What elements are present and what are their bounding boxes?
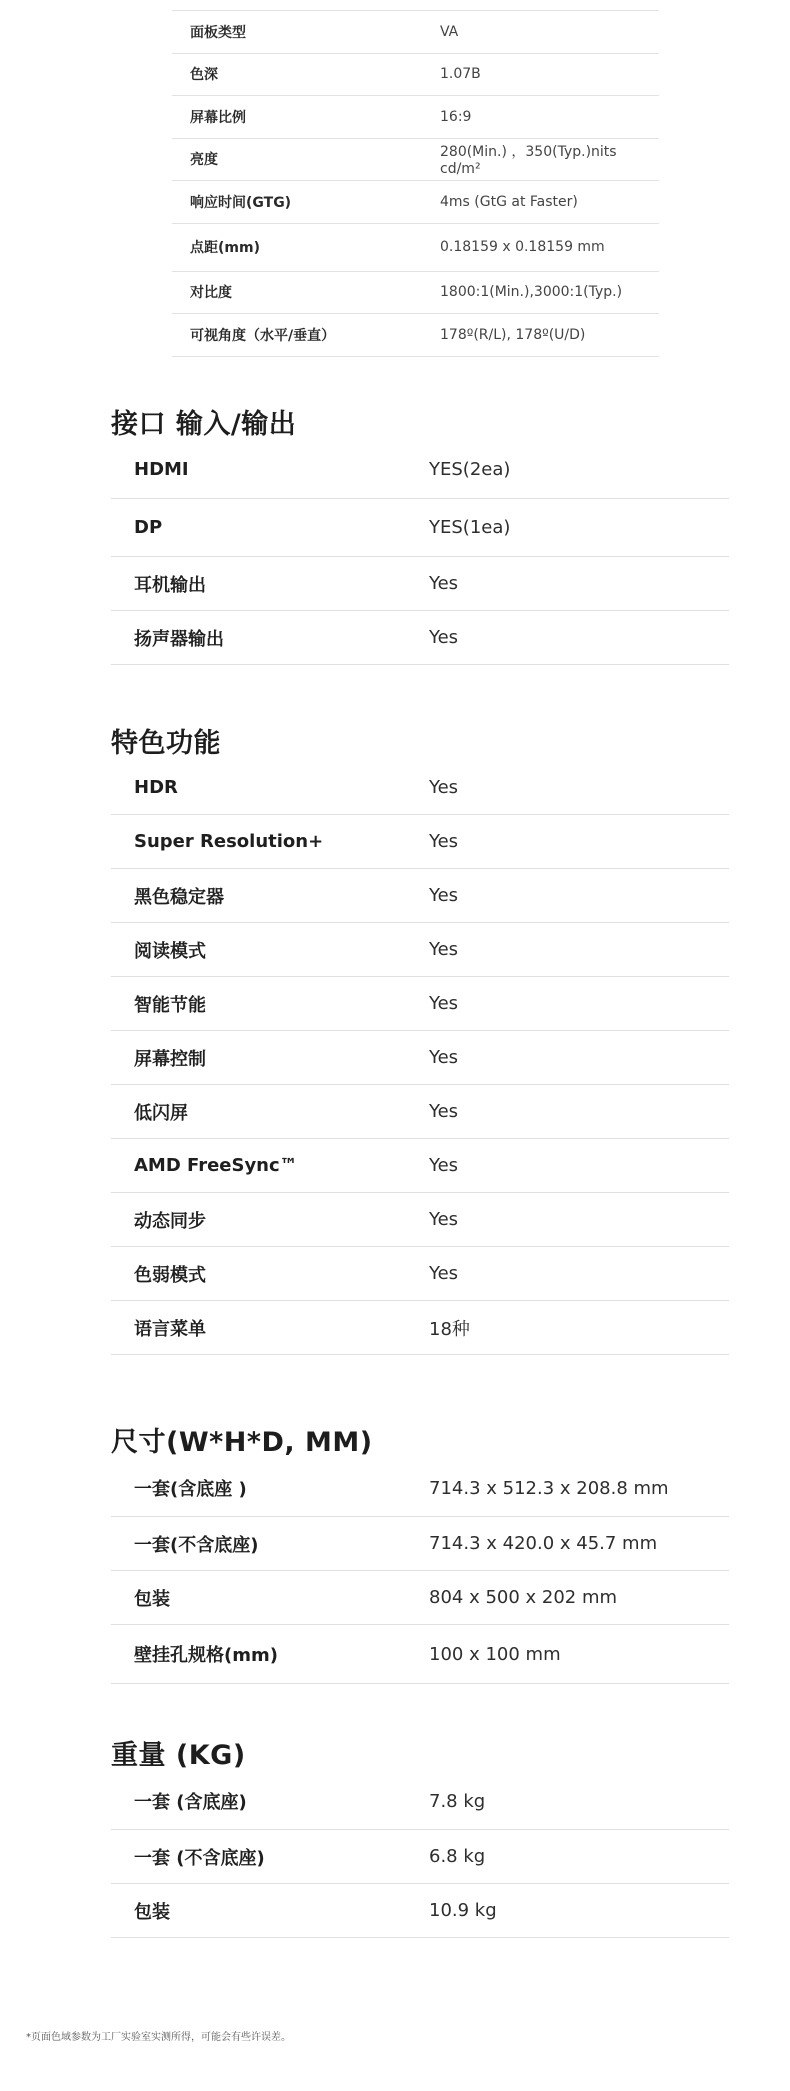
spec-row-viewing-angle <box>172 314 659 357</box>
section-dimensions <box>111 1420 729 1666</box>
section-title: 特色功能 <box>111 728 221 759</box>
spec-label: 一套 (不含底座) <box>134 1847 265 1869</box>
spec-row <box>111 1139 729 1193</box>
spec-row <box>111 499 729 557</box>
section-rows <box>111 1460 729 1684</box>
section-features <box>111 721 729 1340</box>
spec-label: 壁挂孔规格(mm) <box>134 1645 278 1666</box>
spec-label: 语言菜单 <box>134 1318 206 1340</box>
spec-value: 714.3 x 512.3 x 208.8 mm <box>429 1477 669 1499</box>
spec-label: 一套(含底座 ) <box>134 1479 247 1500</box>
spec-value: 18种 <box>429 1318 470 1340</box>
spec-row-panel-type <box>172 11 659 54</box>
spec-label: 包装 <box>134 1588 170 1610</box>
spec-value: 1800:1(Min.),3000:1(Typ.) <box>440 284 623 301</box>
spec-row-pixel-pitch <box>172 224 659 272</box>
spec-value: Yes <box>429 993 459 1014</box>
spec-value: 10.9 kg <box>429 1900 497 1921</box>
spec-label: 对比度 <box>190 285 232 302</box>
spec-label: 一套 (含底座) <box>134 1792 247 1813</box>
spec-value: 280(Min.) ，350(Typ.)nits cd/m² <box>440 144 617 178</box>
spec-value: 1.07B <box>440 66 481 83</box>
spec-row-aspect-ratio <box>172 96 659 139</box>
spec-value: YES(1ea) <box>429 517 511 538</box>
section-rows <box>111 761 729 1355</box>
spec-row <box>111 1517 729 1571</box>
section-title: 重量 (KG) <box>111 1740 246 1771</box>
section-rows <box>111 1773 729 1938</box>
spec-value: 7.8 kg <box>429 1790 486 1812</box>
spec-row <box>111 1884 729 1938</box>
spec-value: Yes <box>429 1101 459 1122</box>
spec-row <box>111 1247 729 1301</box>
spec-label: Super Resolution+ <box>134 831 324 852</box>
spec-row-color-depth <box>172 54 659 97</box>
spec-value: VA <box>440 23 459 40</box>
spec-row <box>111 923 729 977</box>
spec-label: 色弱模式 <box>134 1264 206 1286</box>
section-io <box>111 402 729 650</box>
spec-label: 色深 <box>190 67 218 84</box>
section-title: 尺寸(W*H*D, MM) <box>111 1427 373 1458</box>
spec-label: 包装 <box>134 1901 170 1923</box>
spec-label: 阅读模式 <box>134 940 206 962</box>
spec-row-brightness <box>172 139 659 182</box>
spec-row <box>111 1193 729 1247</box>
spec-value: Yes <box>429 1209 459 1230</box>
spec-value: 178º(R/L), 178º(U/D) <box>440 326 586 343</box>
spec-row <box>111 441 729 499</box>
top-spec-table <box>172 10 659 357</box>
spec-label: 可视角度（水平/垂直） <box>190 327 336 344</box>
spec-label: AMD FreeSync™ <box>134 1155 298 1176</box>
section-rows <box>111 441 729 665</box>
spec-row <box>111 1571 729 1625</box>
spec-value: 6.8 kg <box>429 1846 486 1867</box>
spec-row <box>111 1773 729 1830</box>
spec-label: 屏幕比例 <box>190 109 246 126</box>
spec-label: 屏幕控制 <box>134 1048 206 1070</box>
spec-value: YES(2ea) <box>429 459 511 480</box>
spec-row-contrast <box>172 272 659 315</box>
section-title: 接口 输入/输出 <box>111 409 297 440</box>
spec-value: 0.18159 x 0.18159 mm <box>440 239 605 255</box>
spec-label: 耳机输出 <box>134 574 206 596</box>
spec-row <box>111 869 729 923</box>
spec-row <box>111 1031 729 1085</box>
spec-label: HDMI <box>134 459 189 480</box>
spec-value: Yes <box>429 831 459 852</box>
spec-row <box>111 557 729 611</box>
spec-row <box>111 1085 729 1139</box>
spec-value: Yes <box>429 1155 459 1176</box>
spec-value: 804 x 500 x 202 mm <box>429 1587 618 1608</box>
spec-row <box>111 761 729 815</box>
spec-label: 一套(不含底座) <box>134 1534 259 1556</box>
spec-row <box>111 1301 729 1355</box>
spec-label: 智能节能 <box>134 994 206 1016</box>
spec-row <box>111 815 729 869</box>
spec-label: 扬声器输出 <box>134 628 224 650</box>
spec-label: 面板类型 <box>190 24 246 41</box>
spec-value: Yes <box>429 777 459 798</box>
spec-value: Yes <box>429 1047 459 1068</box>
spec-value: Yes <box>429 573 459 594</box>
section-weight <box>111 1733 729 1923</box>
spec-label: 低闪屏 <box>134 1102 188 1124</box>
spec-row <box>111 611 729 665</box>
spec-label: 动态同步 <box>134 1210 206 1232</box>
spec-label: DP <box>134 517 163 538</box>
spec-row <box>111 1830 729 1884</box>
spec-value: 16:9 <box>440 108 472 125</box>
spec-value: 100 x 100 mm <box>429 1643 561 1665</box>
spec-label: 亮度 <box>190 152 218 169</box>
spec-value: Yes <box>429 939 459 960</box>
spec-value: Yes <box>429 1263 459 1284</box>
spec-row <box>111 1625 729 1684</box>
spec-label: HDR <box>134 777 178 798</box>
spec-value: Yes <box>429 627 459 648</box>
footnote: *页面色域参数为工厂实验室实测所得，可能会有些许误差。 <box>26 2032 291 2043</box>
spec-row-response-time <box>172 181 659 224</box>
spec-value: 714.3 x 420.0 x 45.7 mm <box>429 1533 658 1554</box>
spec-row <box>111 1460 729 1517</box>
spec-value: 4ms (GtG at Faster) <box>440 193 578 210</box>
spec-label: 黑色稳定器 <box>134 886 224 908</box>
spec-value: Yes <box>429 885 459 906</box>
spec-label: 响应时间(GTG) <box>190 194 292 211</box>
spec-row <box>111 977 729 1031</box>
spec-label: 点距(mm) <box>190 240 260 256</box>
